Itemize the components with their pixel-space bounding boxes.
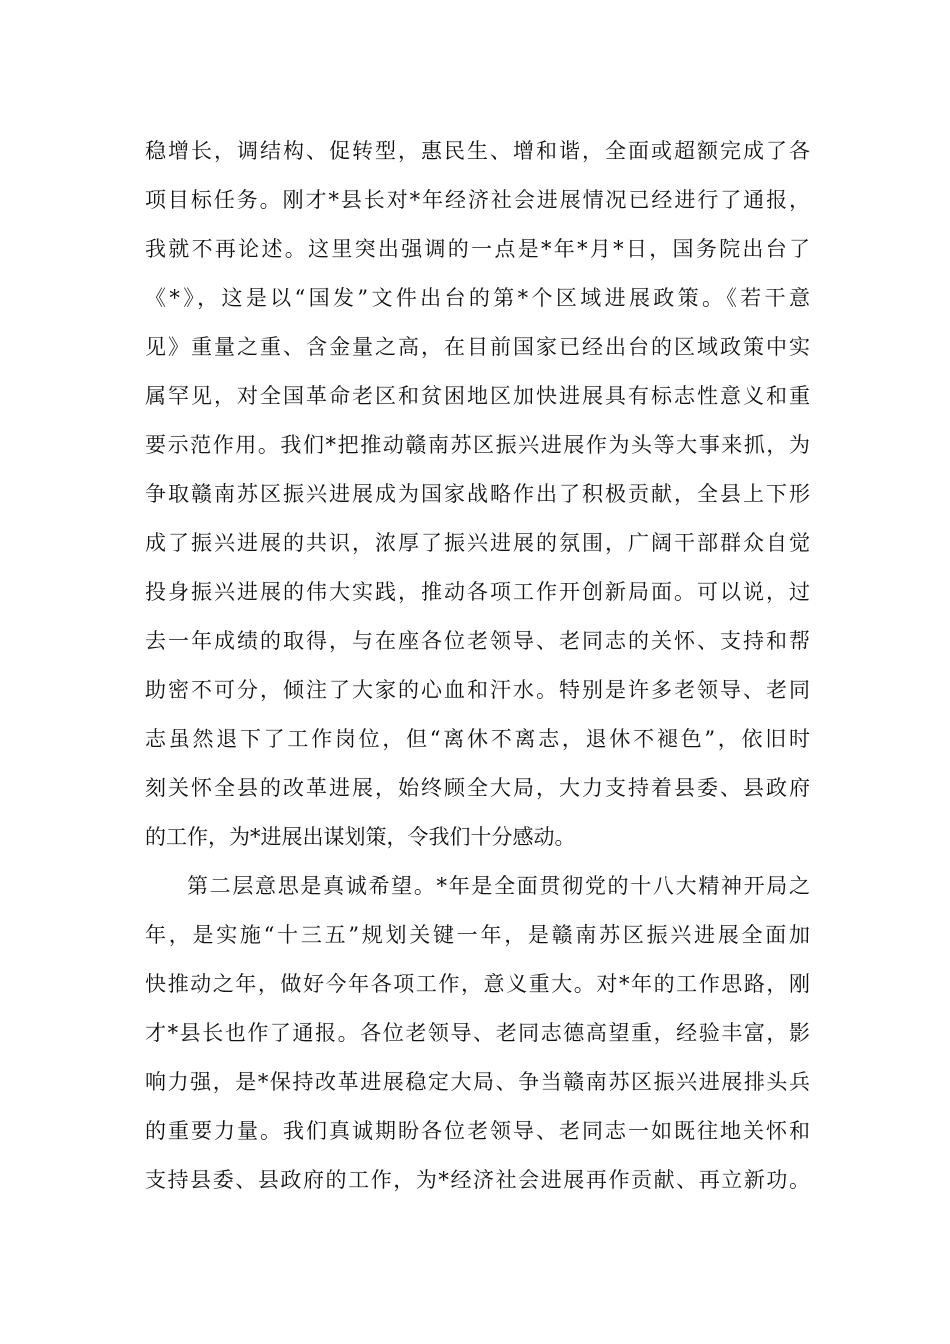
text-line: 争取赣南苏区振兴进展成为国家战略作出了积极贡献，全县上下形 [145, 482, 810, 506]
text-line: 支持县委、县政府的工作，为*经济社会进展再作贡献、再立新功。 [145, 1168, 810, 1192]
text-line: 的工作，为*进展出谋划策，令我们十分感动。 [145, 825, 576, 849]
text-line: 稳增长，调结构、促转型，惠民生、增和谐，全面或超额完成了各 [145, 139, 810, 163]
text-line: 成了振兴进展的共识，浓厚了振兴进展的氛围，广阔干部群众自觉 [145, 531, 810, 555]
paragraph-2 [145, 862, 810, 1205]
text-line: 投身振兴进展的伟大实践，推动各项工作开创新局面。可以说，过 [145, 580, 810, 604]
text-line: 项目标任务。刚才*县长对*年经济社会进展情况已经进行了通报， [145, 188, 810, 212]
text-line: 属罕见，对全国革命老区和贫困地区加快进展具有标志性意义和重 [145, 384, 810, 408]
text-line: 才*县长也作了通报。各位老领导、老同志德高望重，经验丰富，影 [145, 1021, 810, 1045]
text-line: 见》重量之重、含金量之高，在目前国家已经出台的区域政策中实 [145, 335, 810, 359]
text-line: 我就不再论述。这里突出强调的一点是*年*月*日，国务院出台了 [145, 237, 810, 261]
text-line: 年，是实施“十三五”规划关键一年，是赣南苏区振兴进展全面加 [145, 923, 810, 947]
paragraph-1 [145, 127, 810, 862]
text-line: 去一年成绩的取得，与在座各位老领导、老同志的关怀、支持和帮 [145, 629, 810, 653]
text-line: 第二层意思是真诚希望。*年是全面贯彻党的十八大精神开局之 [187, 874, 810, 898]
text-line: 的重要力量。我们真诚期盼各位老领导、老同志一如既往地关怀和 [145, 1119, 810, 1143]
text-line: 《*》，这是以“国发”文件出台的第*个区域进展政策。《若干意 [145, 286, 810, 310]
text-line: 要示范作用。我们*把推动赣南苏区振兴进展作为头等大事来抓，为 [145, 433, 810, 457]
text-line: 刻关怀全县的改革进展，始终顾全大局，大力支持着县委、县政府 [145, 776, 810, 800]
text-line: 助密不可分，倾注了大家的心血和汗水。特别是许多老领导、老同 [145, 678, 810, 702]
document-body [145, 127, 810, 1205]
text-line: 志虽然退下了工作岗位，但“离休不离志，退休不褪色”，依旧时 [145, 727, 810, 751]
text-line: 快推动之年，做好今年各项工作，意义重大。对*年的工作思路，刚 [145, 972, 810, 996]
text-line: 响力强，是*保持改革进展稳定大局、争当赣南苏区振兴进展排头兵 [145, 1070, 810, 1094]
